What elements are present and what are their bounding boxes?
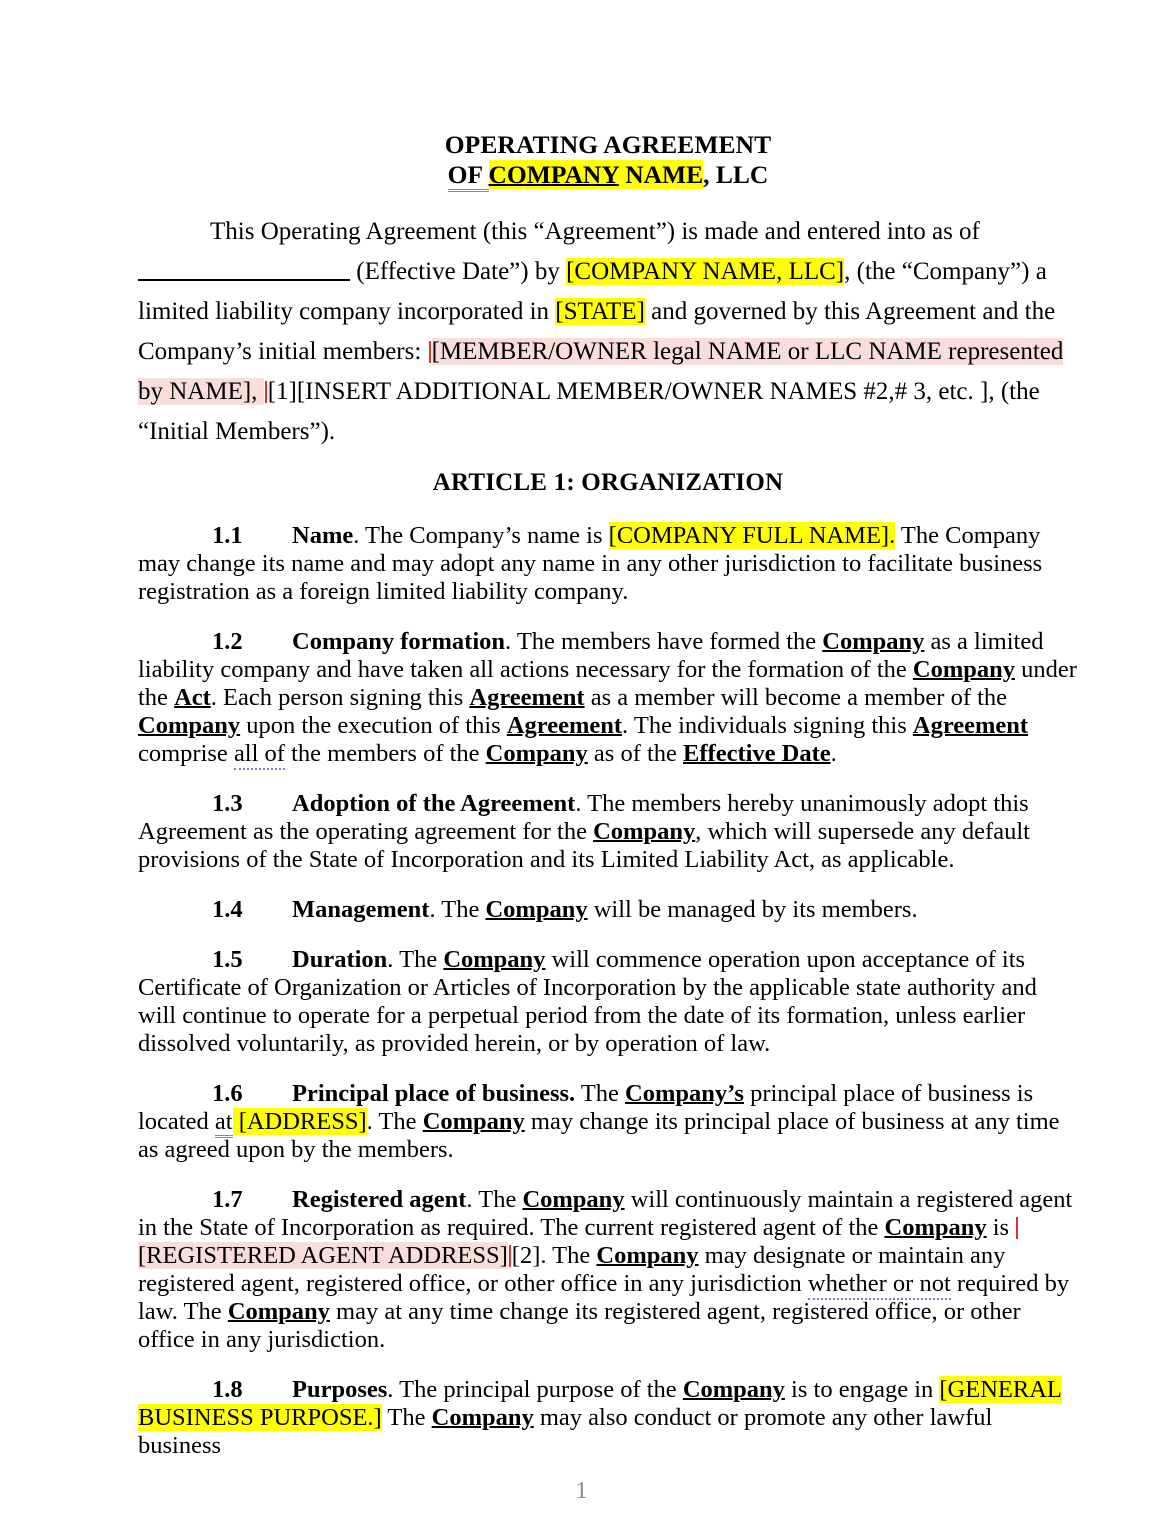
defined-term-company: Company bbox=[443, 946, 546, 973]
section-1-2-text-9: the members of the bbox=[284, 740, 486, 767]
section-1-4-text-2: will be managed by its members. bbox=[587, 896, 918, 923]
footnote-marker-1[interactable]: [1] bbox=[267, 378, 297, 405]
section-1-6-text-2: principal place of business is located bbox=[138, 1080, 1034, 1135]
defined-term-company: Company bbox=[138, 712, 241, 739]
section-1-7-text-5: may designate or maintain any registered agent, registered office, or other office in any jurisdiction bbox=[138, 1242, 1006, 1297]
grammar-suggestion-at[interactable]: at bbox=[215, 1108, 233, 1138]
section-1-3-number: 1.3 bbox=[212, 790, 243, 817]
address-placeholder: [ADDRESS] bbox=[232, 1108, 367, 1135]
section-1-5-heading: Duration bbox=[292, 946, 388, 973]
defined-term-act: Act bbox=[174, 684, 211, 711]
intro-text-5: [INSERT ADDITIONAL MEMBER/OWNER NAMES #2,# 3, etc. ], (the “Initial Members”). bbox=[138, 378, 1040, 445]
section-1-2-heading: Company formation bbox=[292, 628, 506, 655]
section-1-4 bbox=[138, 896, 1078, 924]
section-1-8-heading: Purposes bbox=[292, 1376, 388, 1403]
defined-term-company: Company bbox=[485, 896, 588, 923]
section-1-2-text-1: . The members have formed the bbox=[505, 628, 823, 655]
section-1-5-number: 1.5 bbox=[212, 946, 243, 973]
section-1-7-text-7: may at any time change its registered agent, registered office, or other office in any jurisdiction. bbox=[138, 1298, 1021, 1353]
intro-text-3: , (the “Company”) a limited liability company incorporated in bbox=[138, 258, 1047, 325]
general-business-purpose-placeholder: [GENERAL BUSINESS PURPOSE.] bbox=[138, 1376, 1062, 1431]
article-1-heading: ARTICLE 1: ORGANIZATION bbox=[432, 469, 784, 496]
section-1-7-text-4: . The bbox=[540, 1242, 597, 1269]
comment-anchor-start-icon[interactable] bbox=[1016, 1217, 1018, 1239]
defined-term-agreement: Agreement bbox=[469, 684, 585, 711]
section-1-2-text-3: under the bbox=[138, 656, 1077, 711]
section-1-8-text-1: . The principal purpose of the bbox=[387, 1376, 683, 1403]
section-1-7-text-2: will continuously maintain a registered agent in the State of Incorporation as required. The current registered agent of the bbox=[138, 1186, 1073, 1241]
section-1-6-text-1: The bbox=[575, 1080, 626, 1107]
defined-term-effective-date: Effective Date bbox=[683, 740, 831, 767]
section-1-7-text-1: . The bbox=[466, 1186, 523, 1213]
defined-term-company: Company bbox=[912, 656, 1015, 683]
title-llc-suffix: , LLC bbox=[703, 160, 769, 189]
defined-term-agreement: Agreement bbox=[506, 712, 623, 739]
section-1-2-text-10: as of the bbox=[587, 740, 684, 767]
section-1-2-text-11: . bbox=[830, 740, 837, 767]
section-1-7-heading: Registered agent bbox=[292, 1186, 467, 1213]
title-of-word: OF bbox=[448, 160, 489, 192]
section-1-4-heading: Management bbox=[292, 896, 430, 923]
defined-term-company: Company bbox=[682, 1376, 785, 1403]
section-1-4-text-1: . The bbox=[429, 896, 486, 923]
section-1-3-heading: Adoption of the Agreement bbox=[292, 790, 576, 817]
registered-agent-address-placeholder: [REGISTERED AGENT ADDRESS] bbox=[138, 1242, 508, 1269]
section-1-1-text-1: . The Company’s name is bbox=[353, 522, 609, 549]
section-1-6-heading: Principal place of business. bbox=[292, 1080, 576, 1107]
document-title-line1: OPERATING AGREEMENT bbox=[444, 130, 772, 159]
section-1-7 bbox=[138, 1186, 1078, 1354]
company-full-name-placeholder: [COMPANY FULL NAME]. bbox=[608, 522, 896, 549]
defined-term-company: Company bbox=[485, 740, 588, 767]
defined-term-company: Company bbox=[431, 1404, 534, 1431]
effective-date-blank[interactable] bbox=[138, 259, 350, 281]
section-1-2-text-7: . The individuals signing this bbox=[622, 712, 913, 739]
section-1-1-text-2: The Company may change its name and may adopt any name in any other jurisdiction to facilitate business registration as a foreign limited liability company. bbox=[138, 522, 1043, 605]
company-name-placeholder: [COMPANY NAME, LLC] bbox=[566, 258, 845, 285]
section-1-3-text-2: , which will supersede any default provisions of the State of Incorporation and its Limited Liability Act, as applicable. bbox=[138, 818, 1030, 873]
section-1-5 bbox=[138, 946, 1078, 1058]
section-1-1-heading: Name bbox=[292, 522, 354, 549]
defined-term-company: Company bbox=[884, 1214, 987, 1241]
section-1-8-text-4: may also conduct or promote any other lawful business bbox=[138, 1404, 993, 1459]
section-1-7-text-6: required by law. The bbox=[138, 1270, 1070, 1325]
section-1-2 bbox=[138, 628, 1078, 768]
section-1-2-text-5: as a member will become a member of the bbox=[584, 684, 1008, 711]
member-owner-placeholder: [MEMBER/OWNER legal NAME or LLC NAME represented by NAME], bbox=[138, 338, 1064, 405]
footnote-marker-2[interactable]: [2] bbox=[511, 1242, 541, 1269]
title-company-placeholder: COMPANY bbox=[488, 160, 619, 189]
section-1-5-text-1: . The bbox=[387, 946, 444, 973]
intro-paragraph bbox=[138, 212, 1078, 452]
intro-text-1: This Operating Agreement (this “Agreement”) is made and entered into as of bbox=[210, 218, 980, 245]
document-title-line2 bbox=[138, 160, 1078, 190]
section-1-2-text-2: as a limited liability company and have taken all actions necessary for the formation of the bbox=[138, 628, 1044, 683]
section-1-2-text-4: . Each person signing this bbox=[210, 684, 470, 711]
defined-term-companys: Company’s bbox=[625, 1080, 744, 1107]
section-1-2-number: 1.2 bbox=[212, 628, 243, 655]
section-1-8-text-2: is to engage in bbox=[784, 1376, 940, 1403]
intro-text-2: (Effective Date”) by bbox=[350, 258, 567, 285]
comment-anchor-start-icon[interactable] bbox=[429, 341, 431, 363]
section-1-8-number: 1.8 bbox=[212, 1376, 243, 1403]
section-1-1-number: 1.1 bbox=[212, 522, 243, 549]
section-1-8 bbox=[138, 1376, 1078, 1460]
section-1-1 bbox=[138, 522, 1078, 606]
section-1-5-text-2: will commence operation upon acceptance of its Certificate of Organization or Articles of Incorporation by the applicable state authority and will continue to operate for a perpetual period from the date of its formation, unless earlier dissolved voluntarily, as provided herein, or by operation of law. bbox=[138, 946, 1037, 1057]
grammar-suggestion-all-of[interactable]: all of bbox=[234, 740, 285, 770]
section-1-4-number: 1.4 bbox=[212, 896, 243, 923]
defined-term-company: Company bbox=[593, 818, 696, 845]
section-1-2-text-6: upon the execution of this bbox=[240, 712, 507, 739]
defined-term-company: Company bbox=[522, 1186, 625, 1213]
section-1-7-text-3: is bbox=[986, 1214, 1016, 1241]
section-1-6-text-3: . The bbox=[366, 1108, 423, 1135]
grammar-suggestion-whether-or-not[interactable]: whether or not bbox=[808, 1270, 951, 1300]
page-number: 1 bbox=[575, 1478, 588, 1504]
state-placeholder: [STATE] bbox=[555, 298, 645, 325]
intro-text-4: and governed by this Agreement and the Company’s initial members: bbox=[138, 298, 1056, 365]
section-1-3-text-1: . The members hereby unanimously adopt this Agreement as the operating agreement for the bbox=[138, 790, 1029, 845]
section-1-3 bbox=[138, 790, 1078, 874]
section-1-2-text-8: comprise bbox=[138, 740, 234, 767]
section-1-7-number: 1.7 bbox=[212, 1186, 243, 1213]
section-1-6 bbox=[138, 1080, 1078, 1164]
title-name-placeholder: NAME bbox=[618, 160, 704, 189]
comment-anchor-end-icon[interactable] bbox=[265, 381, 267, 403]
defined-term-company: Company bbox=[596, 1242, 699, 1269]
section-1-6-number: 1.6 bbox=[212, 1080, 243, 1107]
defined-term-company: Company bbox=[227, 1298, 330, 1325]
defined-term-company: Company bbox=[422, 1108, 525, 1135]
defined-term-agreement: Agreement bbox=[912, 712, 1029, 739]
section-1-8-text-3: The bbox=[381, 1404, 432, 1431]
defined-term-company: Company bbox=[822, 628, 925, 655]
comment-anchor-end-icon[interactable] bbox=[509, 1245, 511, 1267]
section-1-6-text-4: may change its principal place of business at any time as agreed upon by the members. bbox=[138, 1108, 1060, 1163]
